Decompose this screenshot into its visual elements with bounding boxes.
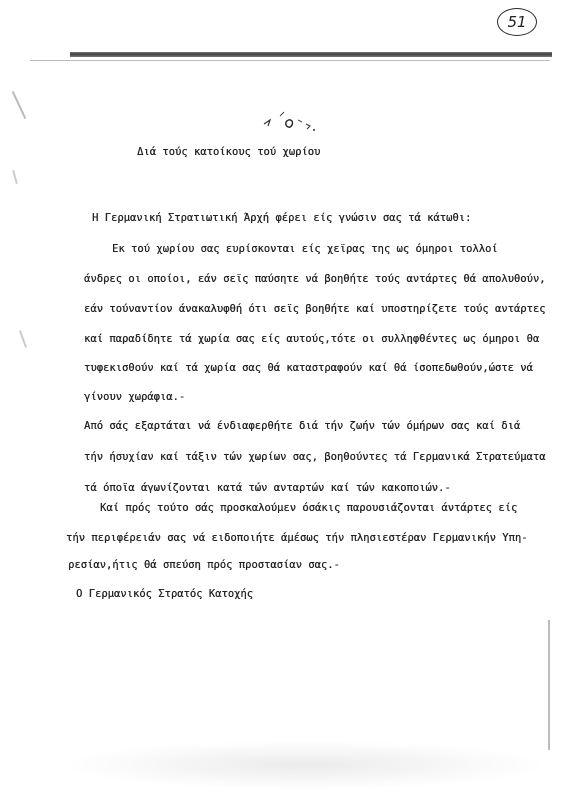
page-number-circled: 51	[497, 8, 537, 36]
body-line: τήν ήσυχίαν καί τάξιν τών χωρίων σας, βοηθούντες τά Γερμανικά Στρατεύματα	[84, 451, 546, 463]
body-line: γίνουν χωράφια.-	[84, 391, 186, 403]
scan-artifact-mark	[12, 91, 26, 119]
body-line: ρεσίαν,ήτις θά σπεύση πρός προστασίαν σας.-	[68, 559, 340, 571]
body-line: Καί πρός τούτο σάς προσκαλούμεν όσάκις παρουσιάζονται άντάρτες είς	[100, 502, 518, 514]
body-line: Από σάς εξαρτάται νά ένδιαφερθήτε διά τήν ζωήν τών όμήρων σας καί διά	[84, 420, 521, 432]
body-line: καί παραδίδητε τά χωρία σας είς αυτούς,τότε οι συλληφθέντες ως όμηροι θα	[84, 333, 540, 345]
ink-doodle-mark	[262, 110, 316, 134]
body-line: τά όποϊα άγωνίζονται κατά τών ανταρτών καί τών κακοποιών.-	[84, 482, 451, 494]
scan-artifact-mark	[12, 170, 18, 184]
document-heading: Διά τούς κατοίκους τού χωρίου	[137, 146, 321, 158]
body-line: τυφεκισθούν καί τά χωρία σας θά καταστραφούν καί θά ίσοπεδωθούν,ώστε νά	[84, 362, 533, 374]
scan-edge-bar	[70, 52, 552, 57]
body-line: Εκ τού χωρίου σας ευρίσκονται είς χεϊρας της ως όμηροι τολλοί	[112, 243, 498, 255]
body-line: Η Γερμανική Στρατιωτική Άρχή φέρει είς γνώσιν σας τά κάτωθι:	[92, 212, 472, 224]
scan-edge-line	[30, 60, 550, 61]
body-line: τήν περιφέρειάν σας νά ειδοποιήτε άμέσως τήν πλησιεστέραν Γερμανικήν Υπη-	[66, 532, 528, 544]
scan-smudge	[60, 740, 550, 790]
scan-artifact-mark	[19, 330, 27, 348]
body-line: εάν τούναντίον άνακαλυφθή ότι σεϊς βοηθήτε καί υποστηρίζετε τούς αντάρτες	[84, 303, 546, 315]
body-line: άνδρες οι οποίοι, εάν σεϊς παύσητε νά βοηθήτε τούς αντάρτες θά απολυθούν,	[84, 273, 546, 285]
signature-line: Ο Γερμανικός Στρατός Κατοχής	[76, 588, 254, 600]
scan-artifact-mark	[548, 620, 550, 750]
